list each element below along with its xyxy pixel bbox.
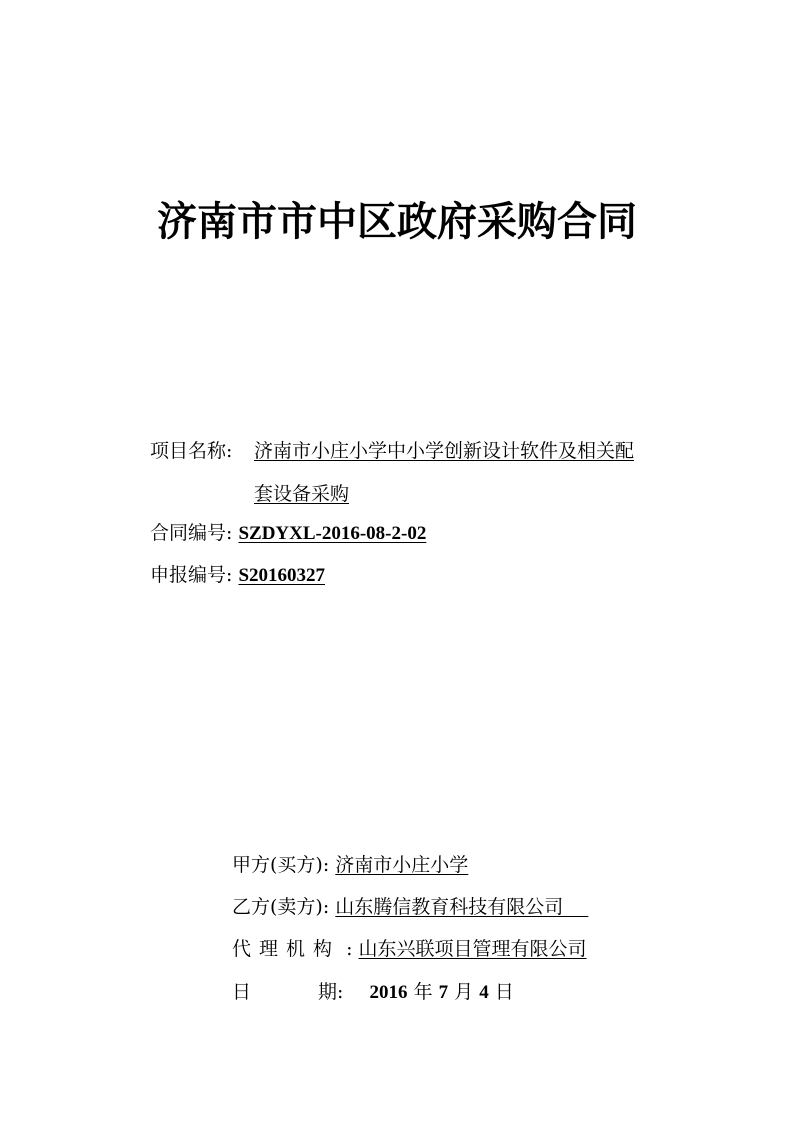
- date-label-rest: 期:: [318, 981, 344, 1003]
- project-name-label: 项目名称:: [150, 440, 233, 462]
- document-title: 济南市市中区政府采购合同: [157, 199, 637, 245]
- date-year-unit: 年: [413, 981, 433, 1003]
- agent-separator: :: [346, 938, 353, 960]
- contract-number-value: SZDYXL-2016-08-2-02: [238, 523, 427, 544]
- agent-value: 山东兴联项目管理有限公司: [358, 938, 587, 960]
- date-row: [232, 980, 514, 1005]
- party-b-label: 乙方(卖方):: [232, 896, 330, 918]
- project-name-line-1: 济南市小庄小学中小学创新设计软件及相关配: [254, 440, 635, 462]
- party-a-row: [232, 853, 468, 877]
- date-year: 2016: [369, 982, 408, 1003]
- date-day-unit: 日: [494, 981, 514, 1003]
- report-number-row: [150, 563, 325, 588]
- agent-row: [232, 937, 587, 961]
- party-b-value: 山东腾信教育科技有限公司: [335, 896, 589, 918]
- agent-label: 代理机构: [232, 938, 341, 960]
- report-number-label: 申报编号:: [150, 564, 233, 586]
- date-day: 4: [479, 982, 489, 1003]
- date-label-first-char: 日: [232, 981, 252, 1003]
- date-month-unit: 月: [454, 981, 474, 1003]
- party-a-label: 甲方(买方):: [232, 854, 330, 876]
- contract-number-label: 合同编号:: [150, 522, 233, 544]
- party-b-row: [232, 895, 588, 919]
- party-a-value: 济南市小庄小学: [335, 854, 469, 876]
- contract-number-row: [150, 521, 426, 546]
- report-number-value: S20160327: [238, 565, 326, 586]
- date-month: 7: [438, 982, 449, 1003]
- project-name-line-2: 套设备采购: [254, 483, 350, 505]
